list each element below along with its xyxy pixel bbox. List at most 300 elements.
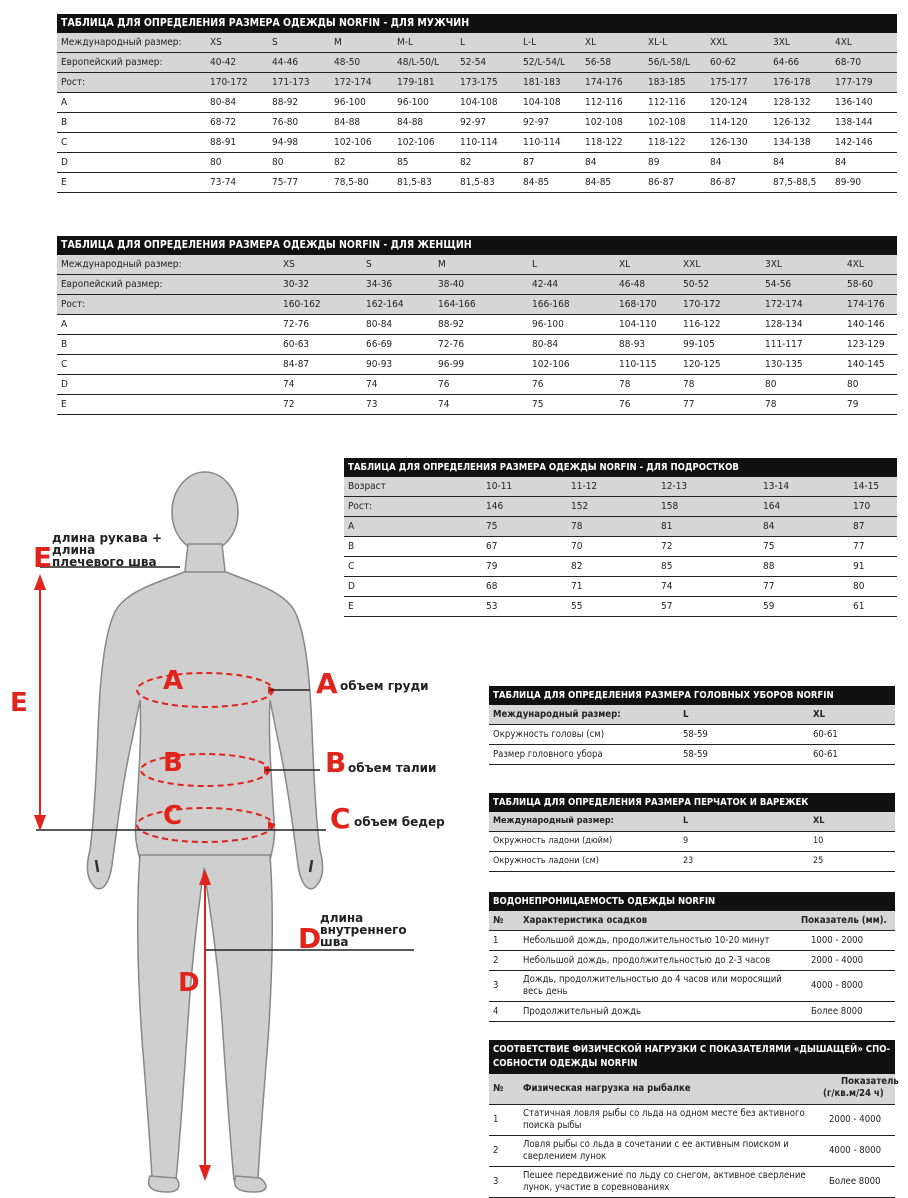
- women-cell: 80: [847, 379, 859, 390]
- teens-row-label: B: [348, 541, 355, 552]
- men-cell: XXL: [710, 37, 728, 48]
- men-cell: 56/L-58/L: [648, 57, 691, 68]
- gloves-cell: XL: [813, 816, 825, 826]
- men-cell: 174-176: [585, 77, 623, 88]
- men-cell: 75-77: [272, 177, 299, 188]
- teens-row-label: D: [348, 581, 355, 592]
- gloves-cell: 10: [813, 836, 824, 846]
- women-cell: 73: [366, 399, 378, 410]
- men-cell: 96-100: [334, 97, 366, 108]
- women-row: [57, 375, 897, 395]
- women-cell: 74: [366, 379, 378, 390]
- waterproof-header-desc: Характеристика осадков: [523, 915, 648, 926]
- hats-row-label: Размер головного убора: [493, 749, 603, 760]
- men-cell: 177-179: [835, 77, 873, 88]
- women-row-label: D: [61, 379, 68, 390]
- men-cell: 176-178: [773, 77, 811, 88]
- women-cell: XS: [283, 259, 295, 270]
- men-cell: XL-L: [648, 37, 668, 48]
- men-cell: 86-87: [648, 177, 675, 188]
- letter-b-label: B: [325, 746, 347, 779]
- teens-cell: 77: [763, 581, 775, 592]
- water-row: [489, 971, 895, 1002]
- men-cell: XS: [210, 37, 222, 48]
- women-cell: 166-168: [532, 299, 570, 310]
- men-cell: XL: [585, 37, 597, 48]
- men-cell: 112-116: [585, 97, 623, 108]
- water-row-val: 1000 - 2000: [811, 935, 864, 946]
- men-cell: 84: [835, 157, 847, 168]
- women-cell: 164-166: [438, 299, 476, 310]
- men-cell: 80-84: [210, 97, 237, 108]
- teens-cell: 75: [763, 541, 775, 552]
- women-cell: 116-122: [683, 319, 721, 330]
- men-cell: 118-122: [585, 137, 623, 148]
- men-cell: 68-72: [210, 117, 237, 128]
- water-row: [489, 1002, 895, 1022]
- women-cell: 90-93: [366, 359, 393, 370]
- water-row: [489, 951, 895, 971]
- letter-b-ring: B: [163, 748, 183, 778]
- teens-row-label: C: [348, 561, 355, 572]
- hats-row: [489, 725, 895, 745]
- waterproof-table: [489, 892, 895, 1022]
- men-cell: 89-90: [835, 177, 862, 188]
- men-cell: 175-177: [710, 77, 748, 88]
- women-row-label: C: [61, 359, 68, 370]
- men-cell: 68-70: [835, 57, 862, 68]
- women-row: [57, 315, 897, 335]
- men-row-label: C: [61, 137, 68, 148]
- hats-row: [489, 745, 895, 765]
- women-cell: XXL: [683, 259, 701, 270]
- men-cell: 102-106: [334, 137, 372, 148]
- men-row: [57, 53, 897, 73]
- teens-cell: 68: [486, 581, 498, 592]
- teens-cell: 70: [571, 541, 583, 552]
- breathability-table: [489, 1040, 899, 1198]
- women-cell: 96-99: [438, 359, 465, 370]
- men-row: [57, 73, 897, 93]
- men-cell: 78,5-80: [334, 177, 369, 188]
- women-row: [57, 335, 897, 355]
- women-cell: 72: [283, 399, 295, 410]
- teens-cell: 71: [571, 581, 583, 592]
- hats-table-title: ТАБЛИЦА ДЛЯ ОПРЕДЕЛЕНИЯ РАЗМЕРА ГОЛОВНЫХ УБОРОВ NORFIN: [489, 686, 895, 705]
- teens-cell: 79: [486, 561, 498, 572]
- women-row: [57, 355, 897, 375]
- men-cell: 102-108: [585, 117, 623, 128]
- letter-a-ring: A: [163, 666, 184, 696]
- breath-row: [489, 1167, 895, 1198]
- men-cell: 126-130: [710, 137, 748, 148]
- letter-c-ring: C: [163, 801, 183, 831]
- women-cell: 72-76: [283, 319, 310, 330]
- teens-row-label: Возраст: [348, 481, 386, 492]
- breath-row-num: 3: [493, 1176, 499, 1187]
- gloves-row-label: Международный размер:: [493, 816, 614, 826]
- water-row-desc: Продолжительный дождь: [523, 1006, 642, 1017]
- men-row-label: E: [61, 177, 67, 188]
- teens-cell: 88: [763, 561, 775, 572]
- hats-cell: 58-59: [683, 729, 708, 740]
- men-size-table: [57, 14, 897, 193]
- teens-cell: 59: [763, 601, 775, 612]
- breath-row: [489, 1105, 895, 1136]
- women-cell: M: [438, 259, 446, 270]
- men-cell: M: [334, 37, 342, 48]
- men-cell: 110-114: [523, 137, 561, 148]
- waterproof-header-val: Показатель (мм).: [801, 915, 887, 926]
- teens-cell: 152: [571, 501, 589, 512]
- e-annotation-line3: плечевого шва: [52, 555, 157, 569]
- men-row: [57, 173, 897, 193]
- men-cell: 84: [773, 157, 785, 168]
- waterproof-header-num: №: [493, 915, 504, 926]
- men-cell: 102-108: [648, 117, 686, 128]
- women-cell: 102-106: [532, 359, 570, 370]
- men-cell: 173-175: [460, 77, 498, 88]
- men-cell: 88-92: [272, 97, 299, 108]
- teens-cell: 87: [853, 521, 865, 532]
- men-cell: 64-66: [773, 57, 800, 68]
- men-cell: 94-98: [272, 137, 299, 148]
- hats-row: [489, 705, 895, 725]
- teens-cell: 53: [486, 601, 498, 612]
- men-cell: 56-58: [585, 57, 612, 68]
- breath-row-val: 2000 - 4000: [829, 1114, 882, 1125]
- water-row-num: 4: [493, 1006, 499, 1017]
- teens-table-title: ТАБЛИЦА ДЛЯ ОПРЕДЕЛЕНИЯ РАЗМЕРА ОДЕЖДЫ NORFIN - ДЛЯ ПОДРОСТКОВ: [344, 458, 897, 477]
- men-cell: 170-172: [210, 77, 248, 88]
- women-row-label: Европейский размер:: [61, 279, 163, 290]
- water-row-num: 3: [493, 980, 499, 991]
- e-annotation-line2: длина: [52, 543, 96, 557]
- breathability-table-title: [489, 1040, 895, 1074]
- women-cell: 111-117: [765, 339, 803, 350]
- women-cell: S: [366, 259, 372, 270]
- women-cell: 78: [683, 379, 695, 390]
- women-cell: 74: [438, 399, 450, 410]
- men-cell: 52-54: [460, 57, 487, 68]
- men-cell: 82: [460, 157, 472, 168]
- teens-cell: 72: [661, 541, 673, 552]
- d-arrow: [199, 869, 211, 1181]
- men-cell: 86-87: [710, 177, 737, 188]
- breathability-header-val2: (г/кв.м/24 ч): [823, 1088, 884, 1099]
- women-cell: 80-84: [532, 339, 559, 350]
- women-cell: 76: [532, 379, 544, 390]
- men-cell: 84-85: [523, 177, 550, 188]
- women-cell: 60-63: [283, 339, 310, 350]
- teens-cell: 10-11: [486, 481, 513, 492]
- women-cell: L: [532, 259, 538, 270]
- hats-cell: 60-61: [813, 729, 838, 740]
- teens-cell: 14-15: [853, 481, 880, 492]
- women-cell: 99-105: [683, 339, 715, 350]
- teens-cell: 77: [853, 541, 865, 552]
- men-cell: 136-140: [835, 97, 873, 108]
- men-cell: 84: [710, 157, 722, 168]
- teens-cell: 57: [661, 601, 673, 612]
- teens-cell: 61: [853, 601, 865, 612]
- breathability-header-num: №: [493, 1083, 504, 1094]
- men-cell: 80: [210, 157, 222, 168]
- breath-row-desc2: поиска рыбы: [523, 1120, 582, 1131]
- hats-cell: 58-59: [683, 749, 708, 760]
- gloves-row-label: Окружность ладони (дюйм): [493, 836, 613, 846]
- women-cell: 42-44: [532, 279, 559, 290]
- men-cell: 80: [272, 157, 284, 168]
- men-row-label: A: [61, 97, 68, 108]
- men-cell: 3XL: [773, 37, 790, 48]
- gloves-cell: 23: [683, 856, 694, 866]
- water-row-val: 4000 - 8000: [811, 980, 864, 991]
- water-row-desc: Небольшой дождь, продолжительностью до 2-3 часов: [523, 955, 771, 966]
- teens-row-label: A: [348, 521, 355, 532]
- men-cell: 120-124: [710, 97, 748, 108]
- women-cell: 88-92: [438, 319, 465, 330]
- women-cell: 50-52: [683, 279, 710, 290]
- teens-cell: 74: [661, 581, 673, 592]
- water-row-desc2: весь день: [523, 986, 568, 997]
- hats-row-label: Окружность головы (см): [493, 729, 605, 740]
- men-cell: 40-42: [210, 57, 237, 68]
- women-cell: 72-76: [438, 339, 465, 350]
- women-cell: 58-60: [847, 279, 874, 290]
- women-cell: 172-174: [765, 299, 803, 310]
- women-cell: 140-145: [847, 359, 885, 370]
- breathability-header-row: [489, 1074, 899, 1105]
- waterproof-table-title: ВОДОНЕПРОНИЦАЕМОСТЬ ОДЕЖДЫ NORFIN: [489, 892, 895, 911]
- teens-cell: 91: [853, 561, 865, 572]
- women-cell: 30-32: [283, 279, 310, 290]
- men-cell: 172-174: [334, 77, 372, 88]
- teens-cell: 13-14: [763, 481, 790, 492]
- men-cell: 84-88: [397, 117, 424, 128]
- letter-a-label: A: [316, 667, 338, 700]
- men-cell: 110-114: [460, 137, 498, 148]
- women-cell: 77: [683, 399, 695, 410]
- men-cell: 92-97: [523, 117, 550, 128]
- teens-cell: 170: [853, 501, 871, 512]
- men-cell: 81,5-83: [397, 177, 432, 188]
- women-cell: 123-129: [847, 339, 885, 350]
- gloves-cell: 25: [813, 856, 824, 866]
- men-cell: 81,5-83: [460, 177, 495, 188]
- teens-cell: 81: [661, 521, 673, 532]
- teens-cell: 75: [486, 521, 498, 532]
- men-cell: 87,5-88,5: [773, 177, 817, 188]
- water-row-desc: Небольшой дождь, продолжительностью 10-20 минут: [523, 935, 770, 946]
- teens-cell: 80: [853, 581, 865, 592]
- men-table-title: ТАБЛИЦА ДЛЯ ОПРЕДЕЛЕНИЯ РАЗМЕРА ОДЕЖДЫ NORFIN - ДЛЯ МУЖЧИН: [57, 14, 897, 33]
- women-cell: 168-170: [619, 299, 657, 310]
- men-cell: 128-132: [773, 97, 811, 108]
- men-cell: 92-97: [460, 117, 487, 128]
- men-cell: 84-88: [334, 117, 361, 128]
- women-cell: 80-84: [366, 319, 393, 330]
- hats-cell: XL: [813, 709, 826, 720]
- breath-row-desc: Статичная ловля рыбы со льда на одном месте без активного: [523, 1108, 805, 1119]
- men-cell: 4XL: [835, 37, 852, 48]
- teens-cell: 12-13: [661, 481, 688, 492]
- men-cell: 87: [523, 157, 535, 168]
- teens-row-label: E: [348, 601, 354, 612]
- hats-cell: 60-61: [813, 749, 838, 760]
- teens-cell: 78: [571, 521, 583, 532]
- men-cell: 118-122: [648, 137, 686, 148]
- letter-d-label: D: [298, 922, 322, 955]
- men-cell: 104-108: [460, 97, 498, 108]
- men-row: [57, 113, 897, 133]
- women-cell: 84-87: [283, 359, 310, 370]
- women-cell: 160-162: [283, 299, 321, 310]
- women-cell: 104-110: [619, 319, 657, 330]
- breath-row-desc2: сверлением лунок: [523, 1151, 607, 1162]
- gloves-cell: L: [683, 816, 689, 826]
- breath-row-desc: Ловля рыбы со льда в сочетании с ее активным поиском и: [523, 1139, 789, 1150]
- breath-row-val: Более 8000: [829, 1176, 881, 1187]
- water-row-num: 2: [493, 955, 499, 966]
- men-cell: 48-50: [334, 57, 361, 68]
- breathability-header-val1: Показатель: [841, 1076, 899, 1087]
- men-cell: 138-144: [835, 117, 873, 128]
- men-row-label: Международный размер:: [61, 37, 182, 48]
- women-row: [57, 395, 897, 415]
- e-arrow: [34, 574, 46, 831]
- letter-c-label: C: [330, 802, 351, 835]
- women-cell: 54-56: [765, 279, 792, 290]
- men-cell: 181-183: [523, 77, 561, 88]
- letter-d-leg: D: [178, 968, 200, 998]
- breath-row-num: 1: [493, 1114, 499, 1125]
- men-cell: 84-85: [585, 177, 612, 188]
- women-row: [57, 275, 897, 295]
- women-row-label: A: [61, 319, 68, 330]
- breathability-title-line1: СООТВЕТСТВИЕ ФИЗИЧЕСКОЙ НАГРУЗКИ С ПОКАЗАТЕЛЯМИ «ДЫШАЩЕЙ» СПО-: [493, 1044, 891, 1055]
- gloves-cell: 9: [683, 836, 689, 846]
- breathability-title-line2: СОБНОСТИ ОДЕЖДЫ NORFIN: [493, 1058, 638, 1069]
- water-row-desc: Дождь, продолжительностью до 4 часов или моросящий: [523, 974, 782, 985]
- hats-row-label: Международный размер:: [493, 709, 621, 720]
- men-cell: M-L: [397, 37, 414, 48]
- men-cell: 114-120: [710, 117, 748, 128]
- breath-row-val: 4000 - 8000: [829, 1145, 882, 1156]
- letter-e-side: E: [10, 688, 28, 718]
- men-cell: 142-146: [835, 137, 873, 148]
- women-cell: XL: [619, 259, 631, 270]
- women-cell: 110-115: [619, 359, 657, 370]
- women-cell: 75: [532, 399, 544, 410]
- men-cell: 102-106: [397, 137, 435, 148]
- teens-cell: 84: [763, 521, 775, 532]
- teens-cell: 11-12: [571, 481, 598, 492]
- men-cell: 88-91: [210, 137, 237, 148]
- men-cell: 76-80: [272, 117, 299, 128]
- women-cell: 76: [438, 379, 450, 390]
- hats-cell: L: [683, 709, 689, 720]
- e-annotation-line1: длина рукава +: [52, 531, 163, 545]
- men-row: [57, 33, 897, 53]
- teens-cell: 85: [661, 561, 673, 572]
- men-row: [57, 93, 897, 113]
- women-cell: 78: [765, 399, 777, 410]
- men-cell: 179-181: [397, 77, 435, 88]
- breath-row-num: 2: [493, 1145, 499, 1156]
- women-size-table: [57, 236, 897, 415]
- women-cell: 140-146: [847, 319, 885, 330]
- water-row-num: 1: [493, 935, 499, 946]
- gloves-row: [489, 812, 895, 832]
- women-cell: 74: [283, 379, 295, 390]
- d-annotation-line3: шва: [320, 935, 349, 949]
- women-cell: 38-40: [438, 279, 465, 290]
- men-cell: L: [460, 37, 466, 48]
- teens-cell: 164: [763, 501, 781, 512]
- waterproof-header-row: [489, 911, 895, 931]
- water-row-val: Более 8000: [811, 1006, 863, 1017]
- men-cell: 82: [334, 157, 346, 168]
- breathability-header-desc: Физическая нагрузка на рыбалке: [523, 1083, 691, 1094]
- men-cell: 96-100: [397, 97, 429, 108]
- women-cell: 78: [619, 379, 631, 390]
- women-cell: 96-100: [532, 319, 564, 330]
- men-cell: 85: [397, 157, 409, 168]
- teens-cell: 67: [486, 541, 498, 552]
- women-cell: 76: [619, 399, 631, 410]
- women-row: [57, 295, 897, 315]
- men-row-label: Европейский размер:: [61, 57, 163, 68]
- water-row: [489, 931, 895, 951]
- women-cell: 34-36: [366, 279, 393, 290]
- teens-cell: 82: [571, 561, 583, 572]
- teens-cell: 146: [486, 501, 504, 512]
- letter-e-label: E: [33, 541, 53, 574]
- men-cell: 183-185: [648, 77, 686, 88]
- women-cell: 80: [765, 379, 777, 390]
- d-annotation: [320, 912, 407, 948]
- men-cell: 48/L-50/L: [397, 57, 440, 68]
- women-cell: 79: [847, 399, 859, 410]
- men-row-label: Рост:: [61, 77, 86, 88]
- women-cell: 66-69: [366, 339, 393, 350]
- women-table-title: ТАБЛИЦА ДЛЯ ОПРЕДЕЛЕНИЯ РАЗМЕРА ОДЕЖДЫ NORFIN - ДЛЯ ЖЕНЩИН: [57, 236, 897, 255]
- breath-row: [489, 1136, 895, 1167]
- women-cell: 120-125: [683, 359, 721, 370]
- a-annotation: объем груди: [340, 679, 429, 693]
- women-cell: 162-164: [366, 299, 404, 310]
- women-cell: 130-135: [765, 359, 803, 370]
- hats-size-table: [489, 686, 895, 765]
- men-cell: 126-132: [773, 117, 811, 128]
- women-cell: 46-48: [619, 279, 646, 290]
- men-cell: 44-46: [272, 57, 299, 68]
- men-cell: L-L: [523, 37, 537, 48]
- women-cell: 3XL: [765, 259, 782, 270]
- women-row: [57, 255, 897, 275]
- men-cell: 134-138: [773, 137, 811, 148]
- water-row-val: 2000 - 4000: [811, 955, 864, 966]
- women-cell: 128-134: [765, 319, 803, 330]
- women-cell: 174-176: [847, 299, 885, 310]
- women-row-label: E: [61, 399, 67, 410]
- men-cell: 60-62: [710, 57, 737, 68]
- men-row-label: D: [61, 157, 68, 168]
- men-row: [57, 153, 897, 173]
- breath-row-desc: Пешее передвижение по льду со снегом, активное сверление: [523, 1170, 806, 1181]
- women-cell: 170-172: [683, 299, 721, 310]
